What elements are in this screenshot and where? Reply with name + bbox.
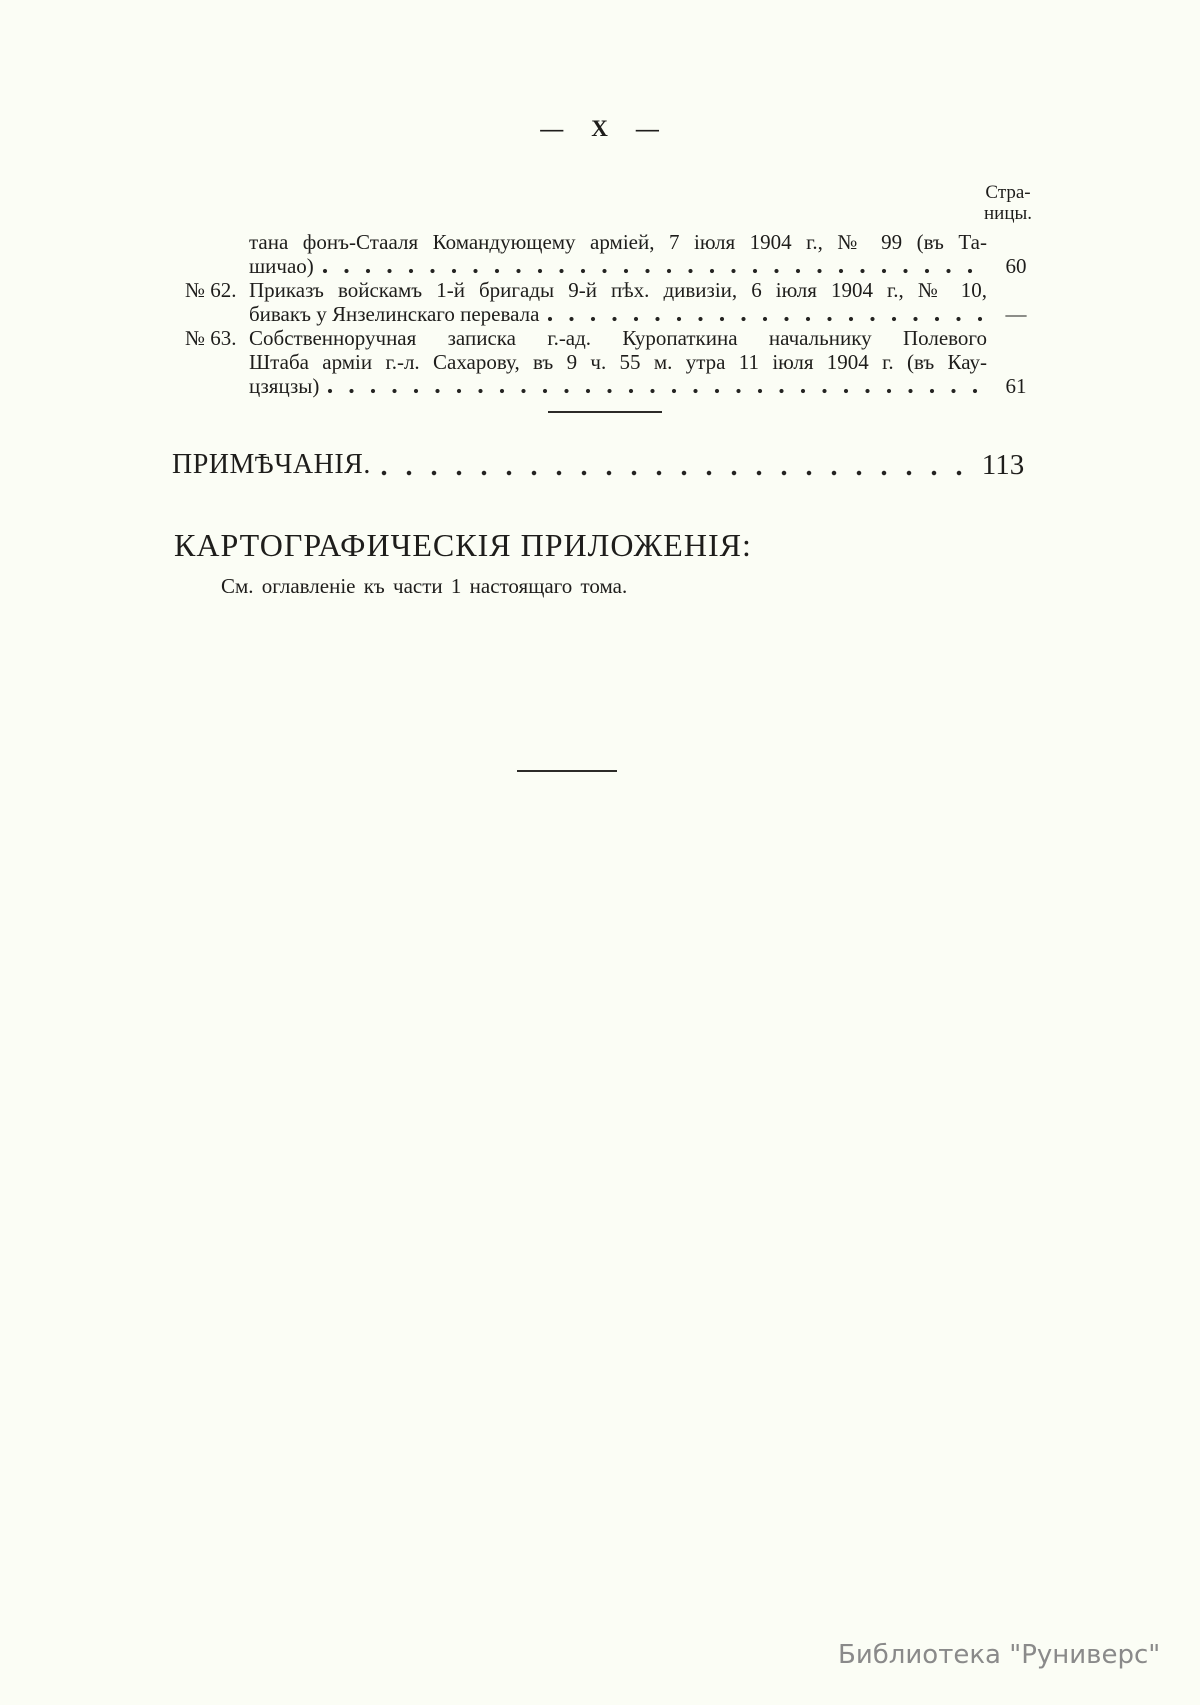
toc-row (185, 230, 1045, 254)
separator-rule (548, 411, 662, 413)
toc-entry-number (185, 374, 249, 398)
separator-rule (517, 770, 617, 772)
pages-column-label (963, 182, 1053, 224)
toc-row (185, 302, 1045, 326)
toc-entry-page (987, 230, 1045, 254)
running-head-right-dash: — (635, 116, 660, 141)
maps-section-note: См. оглавленіе къ части 1 настоящаго тома. (221, 574, 628, 598)
toc-entry-page: 60 (1005, 254, 1027, 278)
toc-entry-text: шичао) (249, 254, 314, 278)
toc-row (185, 374, 1045, 398)
toc-entry-number: № 62. (185, 278, 237, 302)
dot-leader (314, 254, 987, 278)
toc-entry-page (987, 278, 1045, 302)
notes-title: ПРИМѢЧАНІЯ. (172, 449, 371, 480)
toc-entry-text: тана фонъ-Стааля Командующему арміей, 7 іюля 1904 г., № 99 (въ Та- (249, 230, 987, 254)
toc-entry-text: Собственноручная записка г.-ад. Куропаткина начальнику Полевого (249, 326, 987, 350)
page-roman-numeral: X (591, 116, 609, 141)
dot-leader (539, 302, 987, 326)
notes-section-row (172, 447, 1038, 483)
toc-entry-page (987, 350, 1045, 374)
toc-entry-text: бивакъ у Янзелинскаго перевала (249, 302, 540, 326)
toc-entry-page: — (1005, 302, 1027, 326)
toc-entry-page (987, 326, 1045, 350)
pages-column-label-line2: ницы. (983, 203, 1033, 224)
library-watermark: Библиотека "Руниверс" (838, 1640, 1161, 1670)
maps-section-title: КАРТОГРАФИЧЕСКІЯ ПРИЛОЖЕНІЯ: (174, 527, 752, 563)
running-head-left-dash: — (540, 116, 565, 141)
toc-row (185, 350, 1045, 374)
toc-entry-number (185, 350, 249, 374)
table-of-contents (185, 230, 1045, 398)
toc-row (185, 278, 1045, 302)
notes-page-number: 113 (981, 449, 1025, 481)
toc-entry-number (185, 254, 249, 278)
toc-row (185, 326, 1045, 350)
toc-entry-page: 61 (1005, 374, 1027, 398)
running-head (0, 116, 1200, 142)
dot-leader (371, 447, 968, 483)
toc-entry-text: цзяцзы) (249, 374, 320, 398)
toc-entry-number: № 63. (185, 326, 237, 350)
toc-entry-text: Штаба арміи г.-л. Сахарову, въ 9 ч. 55 м. утра 11 іюля 1904 г. (въ Кау- (249, 350, 987, 374)
dot-leader (319, 374, 987, 398)
pages-column-label-line1: Стра- (985, 182, 1031, 203)
toc-entry-number (185, 230, 249, 254)
toc-entry-number (185, 302, 249, 326)
toc-row (185, 254, 1045, 278)
toc-entry-text: Приказъ войскамъ 1-й бригады 9-й пѣх. дивизіи, 6 іюля 1904 г., № 10, (249, 278, 987, 302)
